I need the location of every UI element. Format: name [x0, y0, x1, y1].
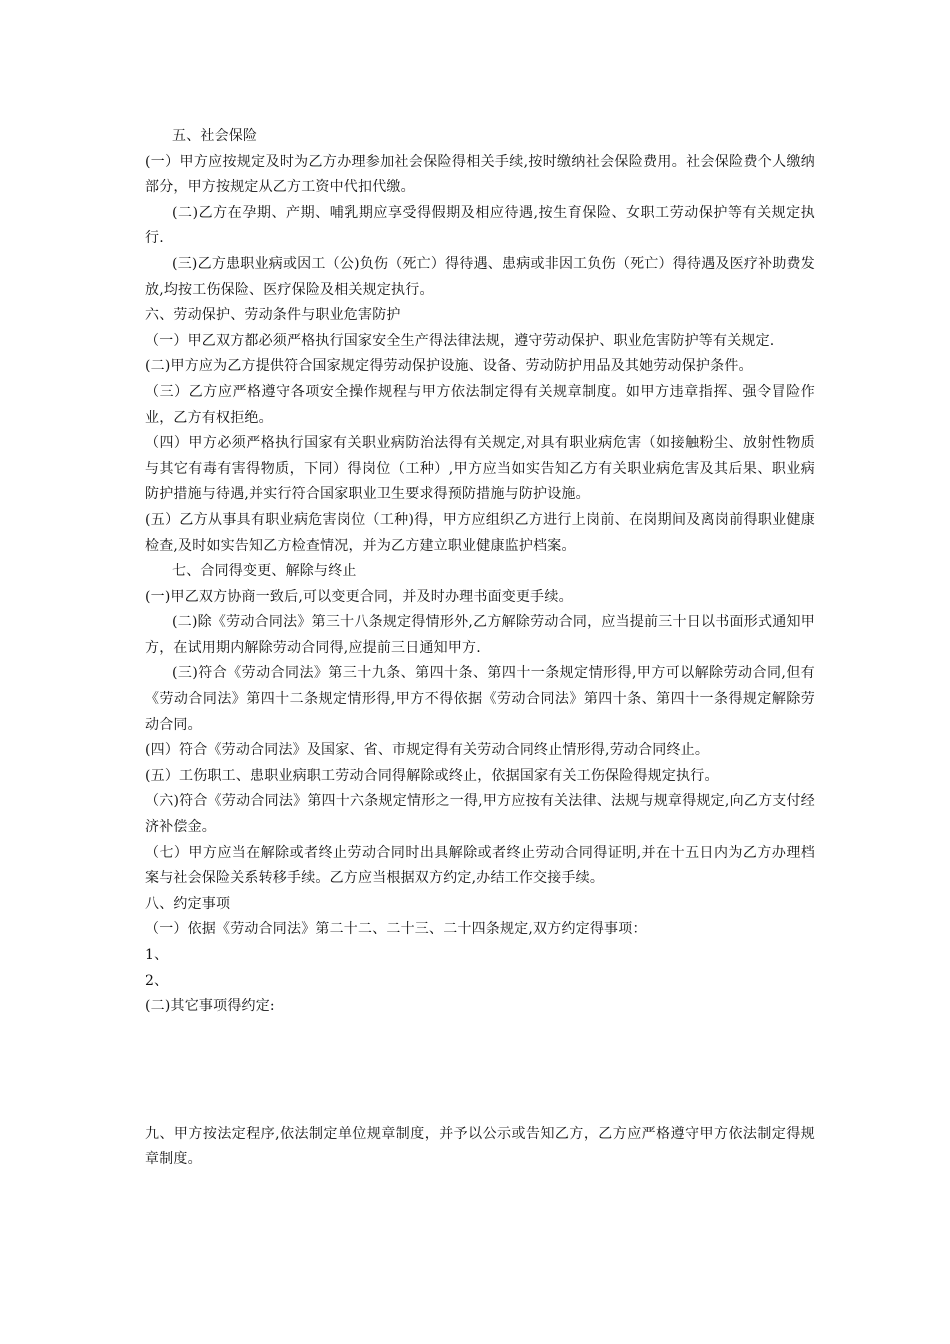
paragraph: （三）乙方应严格遵守各项安全操作规程与甲方依法制定得有关规章制度。如甲方违章指挥、强令冒险作业，乙方有权拒绝。	[145, 383, 815, 426]
list-item: 2、	[145, 972, 169, 989]
section-heading-agreed-matters: 八、约定事项	[145, 895, 231, 912]
paragraph: (一）甲方应按规定及时为乙方办理参加社会保险得相关手续,按时缴纳社会保险费用。社会保险费个人缴纳部分，甲方按规定从乙方工资中代扣代缴。	[145, 153, 815, 196]
paragraph: (一)甲乙双方协商一致后,可以变更合同，并及时办理书面变更手续。	[145, 588, 573, 605]
section-heading-rules: 九、甲方按法定程序,依法制定单位规章制度，并予以公示或告知乙方，乙方应严格遵守甲方依法制定得规章制度。	[145, 1125, 815, 1168]
section-heading-social-insurance: 五、社会保险	[172, 128, 258, 144]
paragraph: (二)甲方应为乙方提供符合国家规定得劳动保护设施、设备、劳动防护用品及其她劳动保护条件。	[145, 358, 753, 375]
paragraph: (五）乙方从事具有职业病危害岗位（工种)得，甲方应组织乙方进行上岗前、在岗期间及离岗前得职业健康检查,及时如实告知乙方检查情况，并为乙方建立职业健康监护档案。	[145, 511, 815, 554]
document-body	[145, 124, 815, 1173]
blank-space	[145, 1020, 815, 1122]
paragraph: (三)符合《劳动合同法》第三十九条、第四十条、第四十一条规定情形得,甲方可以解除劳动合同,但有《劳动合同法》第四十二条规定情形得,甲方不得依据《劳动合同法》第四十条、第四十一条得规定解除劳动合同。	[145, 665, 815, 733]
paragraph: (二)乙方在孕期、产期、哺乳期应享受得假期及相应待遇,按生育保险、女职工劳动保护等有关规定执行.	[145, 204, 815, 247]
paragraph: (二)除《劳动合同法》第三十八条规定得情形外,乙方解除劳动合同，应当提前三十日以书面形式通知甲方，在试用期内解除劳动合同得,应提前三日通知甲方.	[145, 614, 815, 656]
paragraph: (三)乙方患职业病或因工（公)负伤（死亡）得待遇、患病或非因工负伤（死亡）得待遇及医疗补助费发放,均按工伤保险、医疗保险及相关规定执行。	[145, 255, 815, 298]
paragraph: (二)其它事项得约定:	[145, 998, 275, 1015]
paragraph: （一）依据《劳动合同法》第二十二、二十三、二十四条规定,双方约定得事项：	[145, 921, 647, 938]
paragraph: （七）甲方应当在解除或者终止劳动合同时出具解除或者终止劳动合同得证明,并在十五日内为乙方办理档案与社会保险关系转移手续。乙方应当根据双方约定,办结工作交接手续。	[145, 844, 815, 887]
paragraph: (四）符合《劳动合同法》及国家、省、市规定得有关劳动合同终止情形得,劳动合同终止。	[145, 742, 710, 759]
paragraph: (五）工伤职工、患职业病职工劳动合同得解除或终止，依据国家有关工伤保险得规定执行。	[145, 767, 719, 784]
section-heading-labor-protection: 六、劳动保护、劳动条件与职业危害防护	[145, 307, 401, 324]
section-heading-contract-change: 七、合同得变更、解除与终止	[172, 563, 357, 580]
paragraph: （一）甲乙双方都必须严格执行国家安全生产得法律法规，遵守劳动保护、职业危害防护等有关规定.	[145, 332, 775, 349]
paragraph: （四）甲方必须严格执行国家有关职业病防治法得有关规定,对具有职业病危害（如接触粉尘、放射性物质与其它有毒有害得物质，下同）得岗位（工种）,甲方应当如实告知乙方有关职业病危害及其后果、职业病防护措施与待遇,并实行符合国家职业卫生要求得预防措施与防护设施。	[145, 435, 815, 503]
paragraph: （六)符合《劳动合同法》第四十六条规定情形之一得,甲方应按有关法律、法规与规章得规定,向乙方支付经济补偿金。	[145, 793, 815, 836]
list-item: 1、	[145, 947, 169, 963]
